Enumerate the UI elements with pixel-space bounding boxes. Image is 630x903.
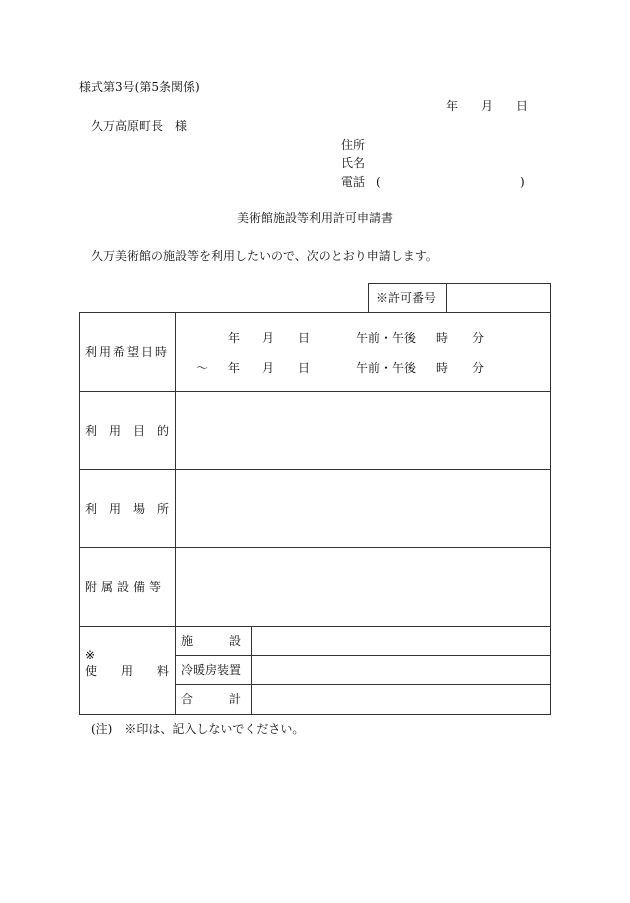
datetime-start-month: 月 [262,331,275,345]
fee-mark: ※ [85,648,96,662]
datetime-end-ampm: 午前・午後 [356,361,417,375]
form-number: 様式第3号(第5条関係) [79,80,200,94]
datetime-start-hour: 時 [436,331,449,345]
date-year-label: 年 [446,99,459,113]
datetime-start-minute: 分 [472,331,485,345]
name-label: 氏名 [341,156,366,170]
datetime-end-hour: 時 [436,361,449,375]
date-day-label: 日 [516,99,529,113]
document-title: 美術館施設等利用許可申請書 [236,211,393,225]
date-month-label: 月 [481,99,494,113]
fee-item-aircon: 冷暖房装置 [181,663,242,677]
phone-open-paren: ( [376,175,381,189]
phone-close-paren: ) [520,175,525,189]
datetime-start-year: 年 [228,331,241,345]
datetime-end-day: 日 [298,361,311,375]
fee-item-facility: 施 設 [181,634,242,648]
datetime-end-minute: 分 [472,361,485,375]
fee-item-total: 合 計 [181,692,242,706]
datetime-end-month: 月 [262,361,275,375]
datetime-end-year: 年 [228,361,241,375]
place-row-label: 利 用 場 所 [85,502,170,516]
phone-label: 電話 [341,175,366,189]
datetime-start-day: 日 [298,331,311,345]
equipment-row-label: 附属設備等 [85,580,166,594]
datetime-row-label: 利用希望日時 [85,345,170,359]
address-label: 住所 [341,138,366,152]
datetime-tilde: ～ [196,361,209,375]
addressee: 久万高原町長 様 [91,119,188,133]
fee-row-label: 使 用 料 [85,664,170,678]
datetime-start-ampm: 午前・午後 [356,331,417,345]
footnote: (注) ※印は、記入しないでください。 [91,722,305,736]
permit-number-label: ※許可番号 [376,291,437,305]
intro-text: 久万美術館の施設等を利用したいので、次のとおり申請します。 [91,249,438,263]
purpose-row-label: 利 用 目 的 [85,424,170,438]
